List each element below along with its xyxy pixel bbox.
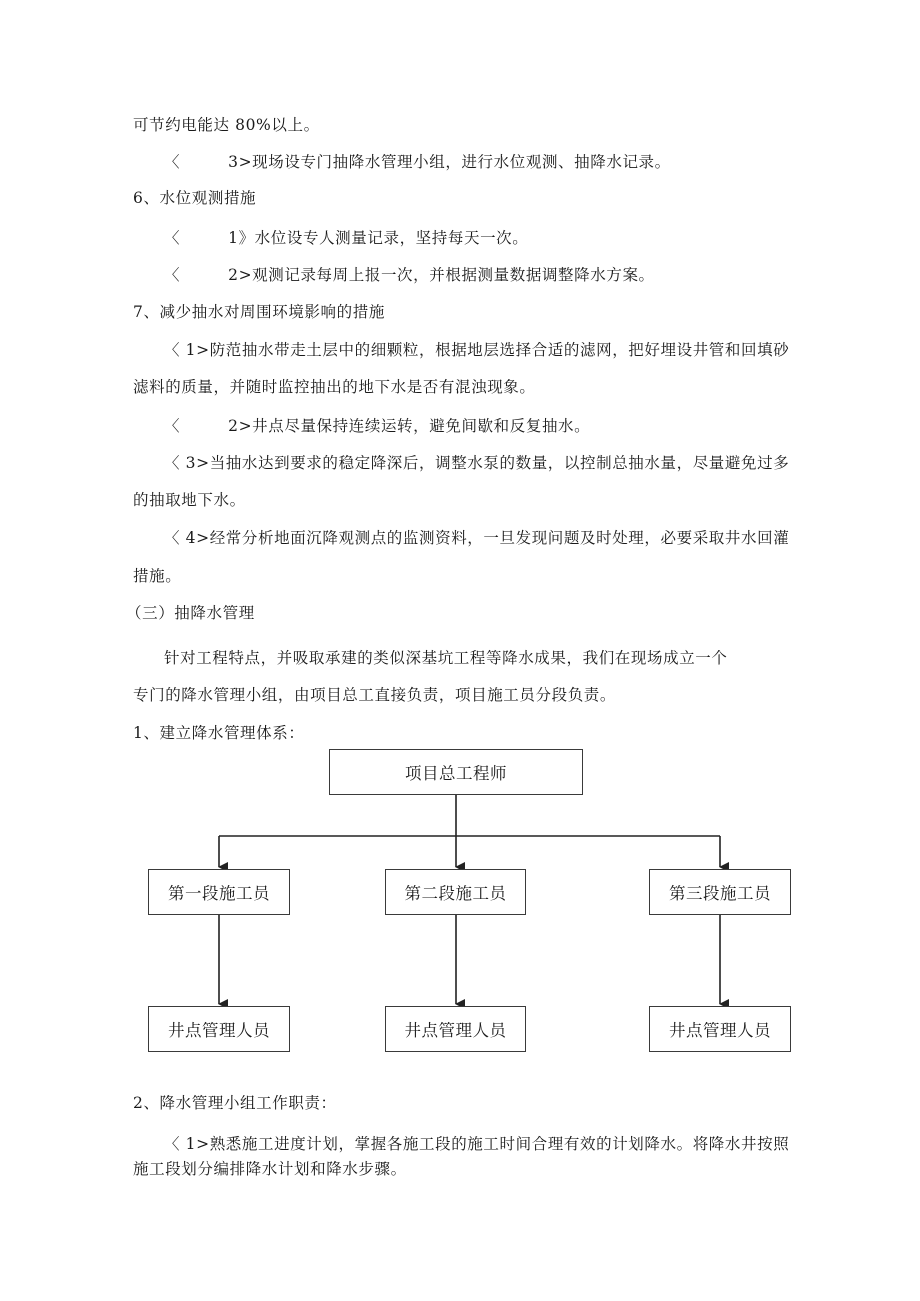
org-section-box: 第三段施工员 (649, 869, 791, 915)
bullet-marker: 〈 (164, 1135, 181, 1153)
paragraph-line: 可节约电能达 80%以上。 (133, 116, 320, 134)
list-item-text: 4>经常分析地面沉降观测点的监测资料，一旦发现问题及时处理，必要采取井水回灌 (185, 529, 790, 547)
paragraph-line: 的抽取地下水。 (133, 491, 246, 509)
org-section-box: 第二段施工员 (385, 869, 526, 915)
section-heading: 6、水位观测措施 (133, 189, 257, 207)
bullet-marker: 〈 (164, 341, 181, 359)
org-root-box: 项目总工程师 (329, 749, 583, 795)
section-heading: 2、降水管理小组工作职责： (133, 1094, 337, 1112)
org-leaf-box: 井点管理人员 (385, 1006, 526, 1052)
list-item-text: 2>井点尽量保持连续运转，避免间歇和反复抽水。 (228, 417, 591, 435)
org-leaf-box: 井点管理人员 (148, 1006, 290, 1052)
list-item-text: 3>当抽水达到要求的稳定降深后，调整水泵的数量，以控制总抽水量，尽量避免过多 (185, 454, 790, 472)
paragraph-line: 措施。 (133, 567, 182, 585)
paragraph-line: 针对工程特点，并吸取承建的类似深基坑工程等降水成果，我们在现场成立一个 (164, 649, 728, 667)
list-item-text: 1》水位设专人测量记录，坚持每天一次。 (228, 229, 529, 247)
list-item-text: 2>观测记录每周上报一次，并根据测量数据调整降水方案。 (228, 266, 655, 284)
bullet-marker: 〈 (164, 417, 181, 435)
bullet-marker: 〈 (164, 266, 181, 284)
paragraph-line: 施工段划分编排降水计划和降水步骤。 (133, 1160, 407, 1178)
bullet-marker: 〈 (164, 229, 181, 247)
list-item-text: 1>防范抽水带走土层中的细颗粒，根据地层选择合适的滤网，把好埋设井管和回填砂 (185, 341, 790, 359)
bullet-marker: 〈 (164, 153, 181, 171)
bullet-marker: 〈 (164, 529, 181, 547)
section-heading: 7、减少抽水对周围环境影响的措施 (133, 303, 385, 321)
org-section-box: 第一段施工员 (148, 869, 290, 915)
list-item-text: 3>现场设专门抽降水管理小组，进行水位观测、抽降水记录。 (228, 153, 671, 171)
section-heading: （三）抽降水管理 (126, 604, 255, 622)
list-item-text: 1>熟悉施工进度计划，掌握各施工段的施工时间合理有效的计划降水。将降水井按照 (185, 1135, 790, 1153)
section-heading: 1、建立降水管理体系： (133, 724, 305, 742)
paragraph-line: 专门的降水管理小组，由项目总工直接负责，项目施工员分段负责。 (133, 686, 617, 704)
org-leaf-box: 井点管理人员 (649, 1006, 791, 1052)
bullet-marker: 〈 (164, 454, 181, 472)
list-item (164, 1133, 789, 1155)
paragraph-line: 滤料的质量，并随时监控抽出的地下水是否有混浊现象。 (133, 378, 536, 396)
